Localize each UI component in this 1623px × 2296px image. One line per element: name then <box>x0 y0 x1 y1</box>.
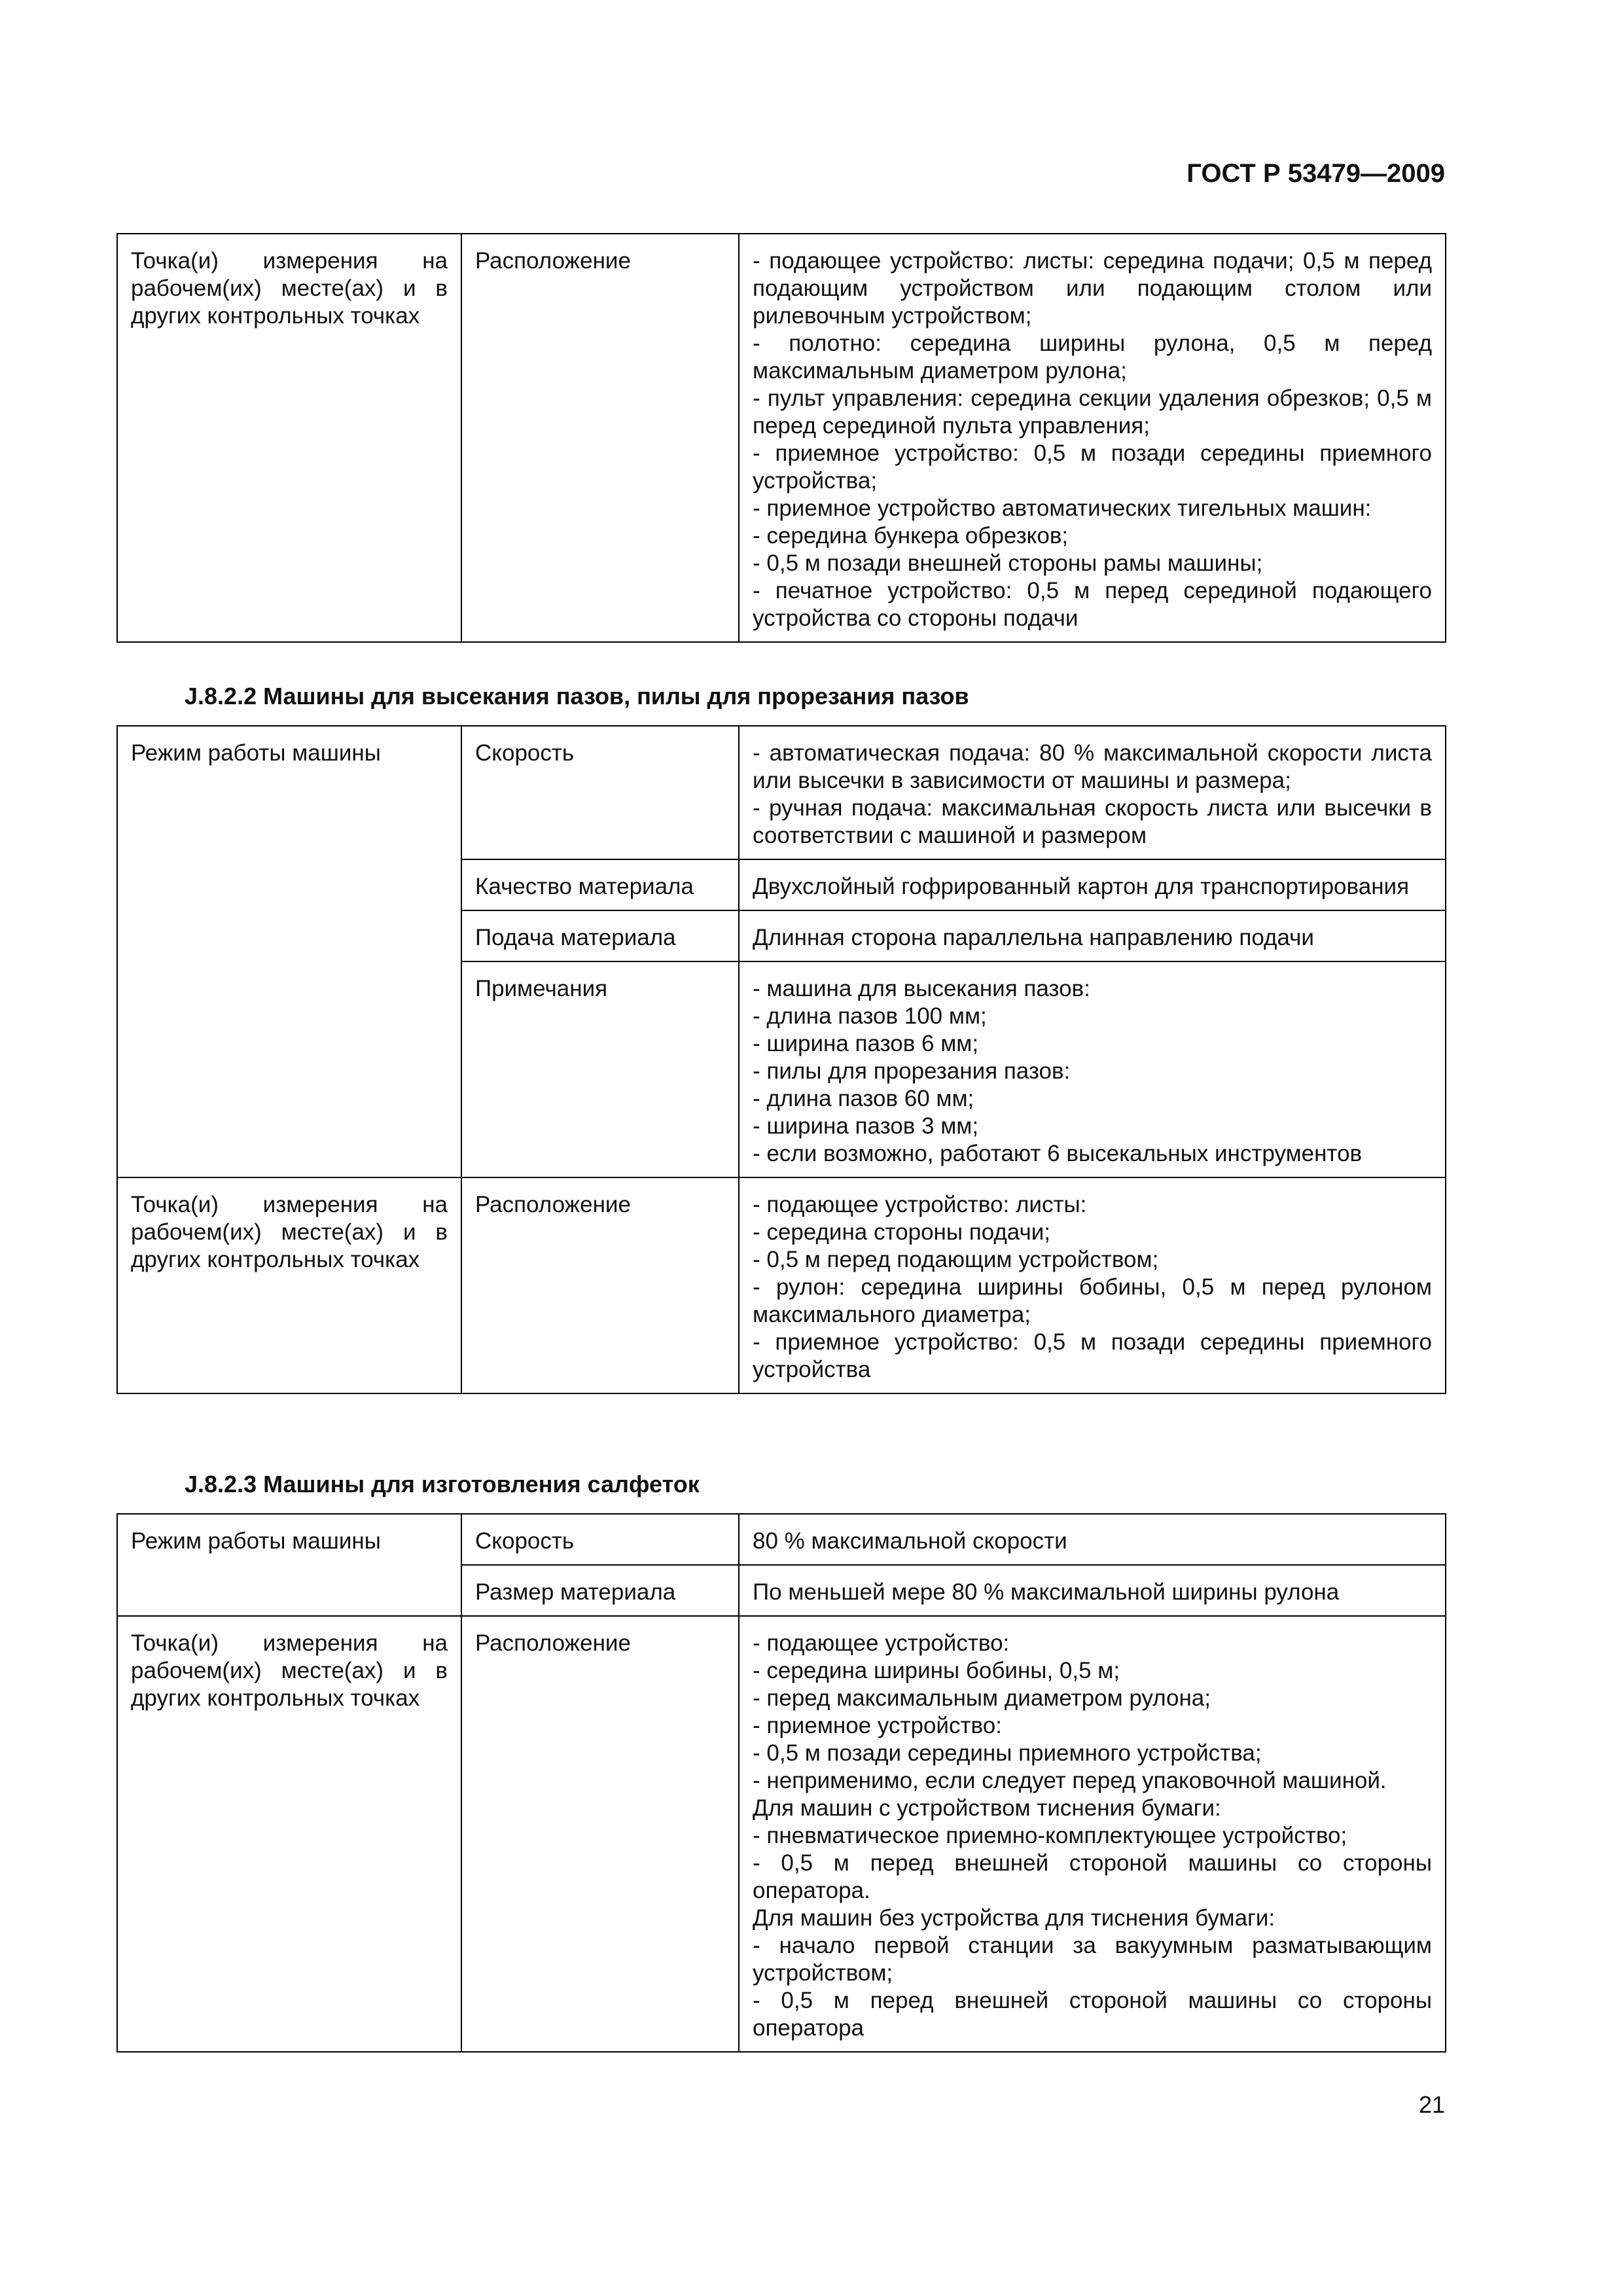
cell-speed-label: Скорость <box>461 726 739 859</box>
table-slotting-machines <box>116 725 1446 1394</box>
cell-line: - пилы для прорезания пазов: <box>753 1058 1071 1084</box>
cell-line: - приемное устройство: 0,5 м позади середины приемного устройства <box>753 1329 1432 1382</box>
cell-point-label: Точка(и) измерения на рабочем(их) месте(ах) и в других контрольных точках <box>117 234 461 642</box>
cell-speed-value <box>739 726 1446 859</box>
cell-notes-label: Примечания <box>461 961 739 1177</box>
cell-operating-mode-label: Режим работы машины <box>117 726 461 1177</box>
cell-line: - печатное устройство: 0,5 м перед серединой подающего устройства со стороны подачи <box>753 578 1432 631</box>
cell-point-label: Точка(и) измерения на рабочем(их) месте(ах) и в других контрольных точках <box>117 1177 461 1393</box>
cell-line: По меньшей мере 80 % максимальной ширины рулона <box>753 1579 1340 1605</box>
table-row <box>117 234 1446 642</box>
cell-location-list <box>739 1177 1446 1393</box>
cell-line: - приемное устройство: <box>753 1713 1002 1738</box>
cell-speed-label: Скорость <box>461 1514 739 1565</box>
cell-line: Двухслойный гофрированный картон для транспортирования <box>753 874 1410 899</box>
table-row <box>117 726 1446 859</box>
cell-line: - приемное устройство автоматических тигельных машин: <box>753 495 1372 521</box>
cell-line: Длинная сторона параллельна направлению подачи <box>753 925 1314 950</box>
table-row <box>117 1177 1446 1393</box>
cell-material-size-value <box>739 1565 1446 1616</box>
cell-line: - ширина пазов 6 мм; <box>753 1031 979 1056</box>
cell-line: - если возможно, работают 6 высекальных инструментов <box>753 1141 1363 1166</box>
cell-line: - подающее устройство: листы: <box>753 1192 1087 1217</box>
cell-line: - ручная подача: максимальная скорость листа или высечки в соответствии с машиной и размером <box>753 795 1432 848</box>
cell-material-feed-value <box>739 910 1446 961</box>
cell-line: - 0,5 м позади внешней стороны рамы машины; <box>753 550 1263 576</box>
cell-line: Для машин с устройством тиснения бумаги: <box>753 1795 1221 1821</box>
page-number: 21 <box>1418 2091 1445 2118</box>
cell-line: - 0,5 м позади середины приемного устройства; <box>753 1740 1262 1766</box>
cell-line: - длина пазов 100 мм; <box>753 1003 987 1029</box>
cell-line: - подающее устройство: листы: середина подачи; 0,5 м перед подающим устройством или подающим столом или рилевочным устройством; <box>753 248 1432 329</box>
section-title-j822: J.8.2.2 Машины для высекания пазов, пилы для прорезания пазов <box>185 683 969 709</box>
cell-line: - подающее устройство: <box>753 1630 1010 1656</box>
cell-line: - машина для высекания пазов: <box>753 976 1090 1001</box>
cell-material-feed-label: Подача материала <box>461 910 739 961</box>
cell-location-label: Расположение <box>461 1177 739 1393</box>
cell-line: Для машин без устройства для тиснения бумаги: <box>753 1905 1275 1931</box>
cell-material-size-label: Размер материала <box>461 1565 739 1616</box>
cell-line: - перед максимальным диаметром рулона; <box>753 1685 1211 1711</box>
cell-point-label: Точка(и) измерения на рабочем(их) месте(ах) и в других контрольных точках <box>117 1616 461 2052</box>
cell-line: - пульт управления: середина секции удаления обрезков; 0,5 м перед серединой пульта управления; <box>753 386 1432 439</box>
cell-line: - середина бункера обрезков; <box>753 523 1069 548</box>
cell-location-label: Расположение <box>461 1616 739 2052</box>
cell-location-list <box>739 234 1446 642</box>
cell-line: - 0,5 м перед внешней стороной машины со стороны оператора. <box>753 1850 1432 1903</box>
cell-material-quality-value <box>739 859 1446 910</box>
table-napkin-machines <box>116 1513 1446 2053</box>
table-measurement-points-1 <box>116 233 1446 643</box>
cell-operating-mode-label: Режим работы машины <box>117 1514 461 1616</box>
table-row <box>117 1616 1446 2052</box>
cell-material-quality-label: Качество материала <box>461 859 739 910</box>
cell-line: - 0,5 м перед подающим устройством; <box>753 1247 1159 1272</box>
cell-line: - ширина пазов 3 мм; <box>753 1113 979 1139</box>
cell-line: - пневматическое приемно-комплектующее устройство; <box>753 1823 1347 1848</box>
table-row <box>117 1514 1446 1565</box>
cell-line: - середина ширины бобины, 0,5 м; <box>753 1658 1120 1683</box>
cell-notes-value <box>739 961 1446 1177</box>
cell-location-label: Расположение <box>461 234 739 642</box>
cell-line: - полотно: середина ширины рулона, 0,5 м перед максимальным диаметром рулона; <box>753 331 1432 384</box>
cell-line: 80 % максимальной скорости <box>753 1528 1067 1554</box>
cell-line: - автоматическая подача: 80 % максимальной скорости листа или высечки в зависимости от машины и размера; <box>753 740 1432 793</box>
cell-speed-value <box>739 1514 1446 1565</box>
cell-line: - начало первой станции за вакуумным разматывающим устройством; <box>753 1933 1432 1986</box>
document-header: ГОСТ Р 53479—2009 <box>1186 159 1445 188</box>
cell-line: - приемное устройство: 0,5 м позади середины приемного устройства; <box>753 440 1432 493</box>
section-title-j823: J.8.2.3 Машины для изготовления салфеток <box>185 1471 700 1498</box>
cell-line: - 0,5 м перед внешней стороной машины со стороны оператора <box>753 1988 1432 2041</box>
cell-location-list <box>739 1616 1446 2052</box>
cell-line: - середина стороны подачи; <box>753 1219 1051 1245</box>
cell-line: - неприменимо, если следует перед упаковочной машиной. <box>753 1768 1387 1793</box>
cell-line: - рулон: середина ширины бобины, 0,5 м перед рулоном максимального диаметра; <box>753 1274 1432 1327</box>
cell-line: - длина пазов 60 мм; <box>753 1086 974 1111</box>
